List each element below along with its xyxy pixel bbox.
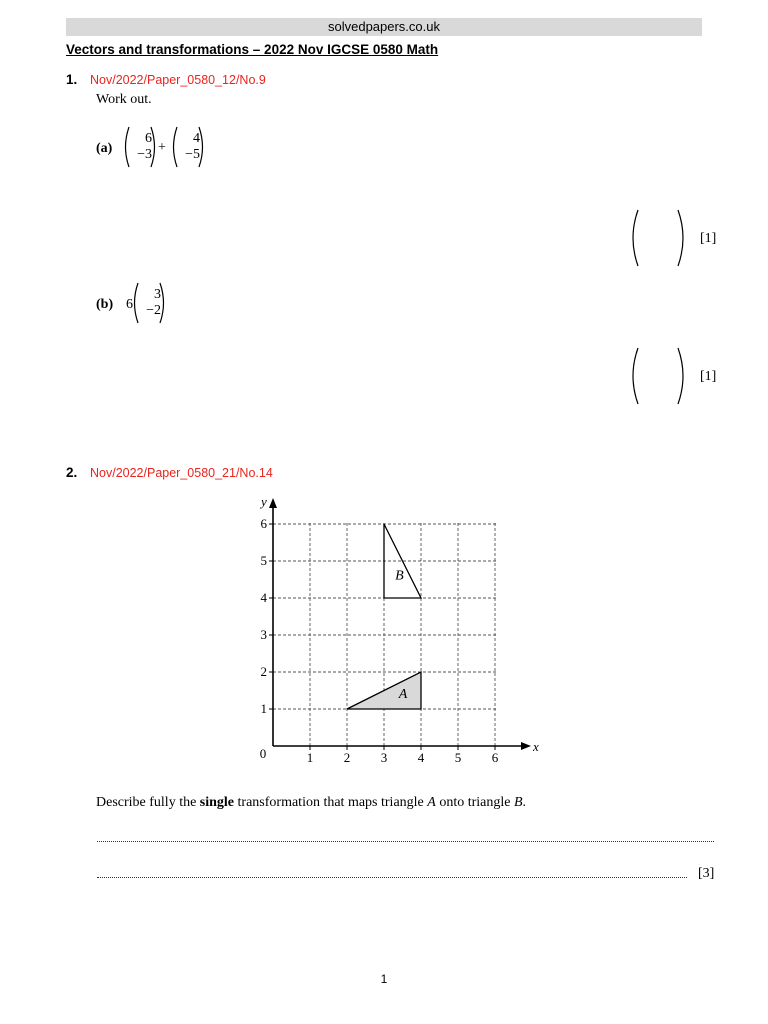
question-1-reference: Nov/2022/Paper_0580_12/No.9 [90, 73, 266, 87]
x-tick-label: 3 [380, 750, 388, 765]
vector-component: 4 [193, 131, 200, 146]
triangle-b-label: B [395, 568, 404, 584]
marks-b: [1] [700, 369, 717, 384]
plus-operator: + [158, 140, 166, 155]
vector-component: 6 [145, 131, 152, 146]
part-a-vector-2 [170, 124, 206, 170]
y-tick-label: 1 [260, 701, 267, 716]
answer-bracket-b[interactable] [628, 346, 692, 406]
triangle-a [347, 672, 421, 709]
y-tick-label: 5 [260, 553, 267, 568]
answer-line-2[interactable] [97, 877, 687, 878]
prompt-text: . [522, 795, 527, 810]
question-1-instruction: Work out. [96, 92, 152, 107]
triangle-a-label: A [398, 686, 408, 702]
prompt-triangle-b: B [513, 795, 523, 810]
part-b-label: (b) [96, 297, 114, 312]
answer-bracket-a[interactable] [628, 208, 692, 268]
answer-line-1[interactable] [97, 841, 714, 842]
x-axis-arrow-icon [521, 742, 531, 750]
y-tick-label: 2 [260, 664, 267, 679]
y-tick-label: 4 [260, 590, 267, 605]
x-tick-label: 2 [343, 750, 351, 765]
y-tick-label: 6 [260, 516, 267, 531]
prompt-text: onto triangle [435, 795, 514, 810]
vector-component: −5 [185, 147, 200, 162]
prompt-text: transformation that maps triangle [234, 795, 428, 810]
x-tick-label: 6 [491, 750, 499, 765]
vector-component: 3 [154, 287, 161, 302]
marks-q2: [3] [698, 866, 715, 881]
prompt-emphasis: single [199, 795, 235, 810]
x-tick-label: 1 [306, 750, 314, 765]
part-b-scalar: 6 [126, 297, 133, 312]
document-title: Vectors and transformations – 2022 Nov IGCSE 0580 Math [66, 42, 439, 57]
question-1-number: 1. [66, 72, 78, 87]
vector-component: −3 [137, 147, 152, 162]
coordinate-grid-chart [240, 482, 540, 772]
site-banner: solvedpapers.co.uk [66, 18, 702, 36]
prompt-text: Describe fully the [96, 795, 200, 810]
vector-component: −2 [146, 303, 161, 318]
prompt-triangle-a: A [427, 795, 436, 810]
x-axis-label: x [533, 739, 539, 754]
page-number: 1 [380, 972, 388, 986]
question-2-number: 2. [66, 465, 78, 480]
part-b-vector [131, 280, 167, 326]
x-tick-label: 5 [454, 750, 462, 765]
x-tick-label: 4 [417, 750, 425, 765]
question-2-prompt [96, 795, 526, 811]
part-a-vector-1 [122, 124, 158, 170]
y-tick-label: 3 [260, 627, 267, 642]
question-2-reference: Nov/2022/Paper_0580_21/No.14 [90, 466, 273, 480]
y-axis-arrow-icon [269, 498, 277, 508]
marks-a: [1] [700, 231, 717, 246]
origin-label: 0 [259, 746, 267, 761]
part-a-label: (a) [96, 141, 113, 156]
y-axis-label: y [261, 494, 267, 509]
